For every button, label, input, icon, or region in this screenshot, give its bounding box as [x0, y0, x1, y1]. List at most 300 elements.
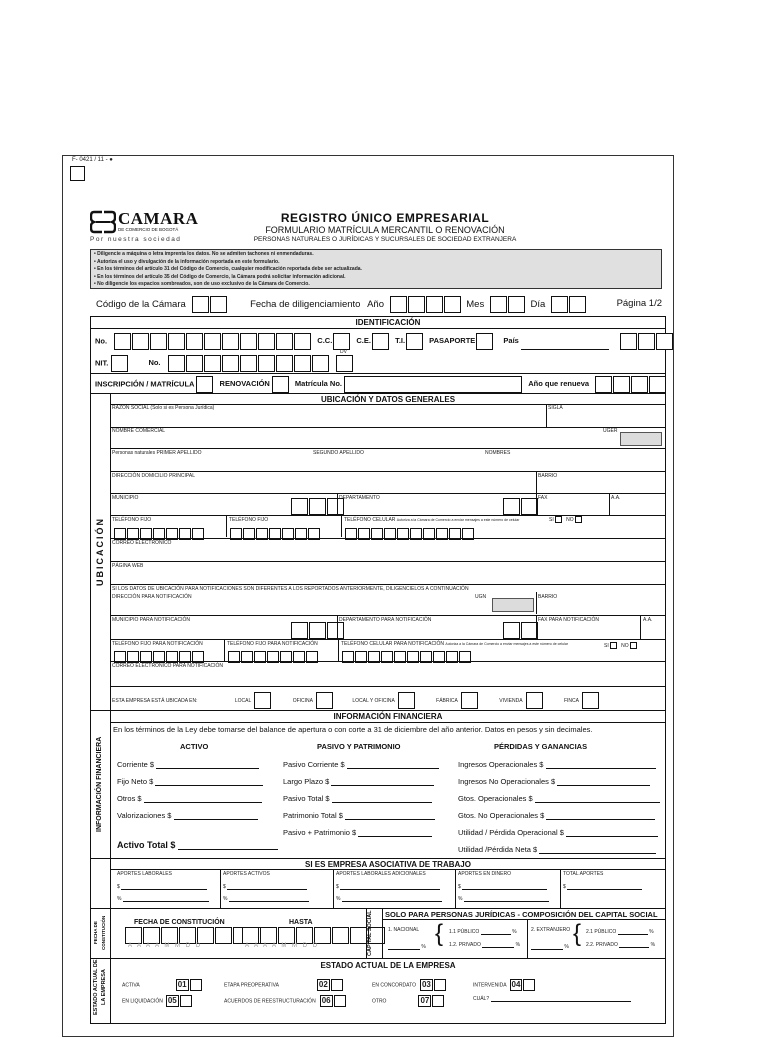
- aportes-laborales-label: APORTES LABORALES: [117, 871, 172, 877]
- divider: [110, 686, 666, 687]
- ubicada-row: [112, 692, 662, 709]
- divider: [341, 515, 342, 537]
- renovacion-checkbox[interactable]: [272, 376, 289, 393]
- financiera-side-label: INFORMACIÓN FINANCIERA: [96, 736, 103, 832]
- pct-sign: %: [458, 896, 463, 902]
- fecha-box[interactable]: [143, 927, 160, 944]
- meta-row: [96, 296, 666, 314]
- si-notif-checkbox[interactable]: [610, 642, 617, 649]
- utilidad-neta-row: [458, 845, 656, 854]
- valorizaciones-row: [117, 811, 258, 820]
- preoperativa-row: [224, 979, 343, 991]
- dv-label: DV: [340, 349, 347, 355]
- instruction-2: • Autoriza el uso y divulgación de la información reportada en este formulario.: [94, 258, 280, 265]
- divider: [110, 538, 666, 539]
- anio-renueva-box[interactable]: [613, 376, 630, 393]
- activa-code: 01: [177, 980, 187, 989]
- dir-notif-label: DIRECCIÓN PARA NOTIFICACIÓN: [112, 594, 192, 600]
- nit-digit-box[interactable]: [258, 355, 275, 372]
- pasivo-total-label: Pasivo Total $: [283, 794, 330, 803]
- oficina-checkbox[interactable]: [316, 692, 333, 709]
- pais-code-box[interactable]: [656, 333, 673, 350]
- fabrica-checkbox[interactable]: [461, 692, 478, 709]
- perdidas-heading: PÉRDIDAS Y GANANCIAS: [494, 742, 588, 751]
- pasaporte-label: PASAPORTE: [429, 336, 476, 346]
- si-no-notif-row: [604, 642, 637, 649]
- form-title: REGISTRO ÚNICO EMPRESARIAL: [280, 211, 490, 225]
- pagina-label: Página 1/2: [616, 298, 662, 309]
- aportes-activos-label: APORTES ACTIVOS: [223, 871, 270, 877]
- privado1-value[interactable]: [482, 942, 514, 948]
- nacional-brace: {: [435, 920, 444, 947]
- aport-dinero-value[interactable]: [462, 884, 547, 890]
- mun-notif-code: [290, 622, 344, 640]
- mes-label: Mes: [466, 299, 485, 311]
- nit-digit-box[interactable]: [204, 355, 221, 372]
- dv-box[interactable]: [336, 355, 353, 372]
- anio-box-2[interactable]: [408, 296, 425, 313]
- municipio-code-box[interactable]: [309, 498, 326, 515]
- reestructuracion-row: [224, 995, 346, 1007]
- mun-notif-code-box[interactable]: [309, 622, 326, 639]
- nit-digit-box[interactable]: [294, 355, 311, 372]
- local-oficina-checkbox[interactable]: [398, 692, 415, 709]
- tel-cel-notif-label: [341, 641, 568, 647]
- divider: [90, 908, 666, 909]
- dia-box-2[interactable]: [569, 296, 586, 313]
- gtos-op-label: Gtos. Operacionales $: [458, 794, 533, 803]
- mes-box-1[interactable]: [490, 296, 507, 313]
- id-digit-box[interactable]: [276, 333, 293, 350]
- ing-no-op-row: [458, 777, 650, 786]
- tel-cel-notif-text: TELÉFONO CELULAR PARA NOTIFICACIÓN: [341, 641, 444, 647]
- codigo-camara-box-1[interactable]: [192, 296, 209, 313]
- uger-box: [620, 432, 662, 446]
- intervenida-label: INTERVENIDA: [473, 982, 507, 989]
- anio-renueva-box[interactable]: [631, 376, 648, 393]
- id-digit-box[interactable]: [168, 333, 185, 350]
- ugn-label: UGN: [475, 594, 487, 600]
- ing-op-field[interactable]: [546, 760, 656, 769]
- pct-sign: %: [223, 896, 228, 902]
- tel-fijo-label: TELÉFONO FIJO: [112, 517, 152, 523]
- hasta-box[interactable]: [296, 927, 313, 944]
- divider: [338, 639, 339, 661]
- total-aportes-label: TOTAL APORTES: [563, 871, 604, 877]
- divider: [90, 328, 666, 329]
- patrimonio-total-label: Patrimonio Total $: [283, 811, 343, 820]
- divider: [110, 493, 666, 494]
- dia-label: Día: [530, 299, 546, 311]
- corriente-field[interactable]: [156, 760, 259, 769]
- hasta-box[interactable]: [332, 927, 349, 944]
- primer-apellido-label: Personas naturales PRIMER APELLIDO: [112, 450, 202, 456]
- hasta-label: HASTA: [289, 919, 313, 926]
- aport-peso-3: [336, 884, 440, 890]
- fecha-box[interactable]: [215, 927, 232, 944]
- instruction-5: • No diligencie los espacios sombreados, son de uso exclusivo de la Cámara de Comercio.: [94, 281, 310, 287]
- cual-label: CUÁL?: [473, 996, 490, 1002]
- fax-label: FAX: [538, 495, 548, 501]
- codigo-camara-label: Código de la Cámara: [96, 299, 186, 311]
- liquidacion-code: 05: [167, 996, 177, 1005]
- aport-pct-2: [223, 896, 309, 902]
- divider: [527, 919, 528, 958]
- valorizaciones-label: Valorizaciones $: [117, 811, 172, 820]
- local-oficina-label: LOCAL Y OFICINA: [352, 697, 395, 704]
- id-digit-box[interactable]: [132, 333, 149, 350]
- asociativa-title: SI ES EMPRESA ASOCIATIVA DE TRABAJO: [305, 860, 471, 869]
- reestructuracion-checkbox[interactable]: [334, 995, 346, 1007]
- concordato-row: [372, 979, 446, 991]
- no-label: NO: [566, 516, 574, 523]
- form-code: F- 0421 / 11 - ●: [72, 157, 113, 163]
- patrimonio-total-field[interactable]: [345, 811, 435, 820]
- ce-checkbox[interactable]: [372, 333, 389, 350]
- si-label: SI: [549, 516, 554, 523]
- no-checkbox[interactable]: [575, 516, 582, 523]
- total-aportes-value[interactable]: [567, 884, 642, 890]
- pasivo-corriente-field[interactable]: [347, 760, 439, 769]
- nacional-value[interactable]: [388, 944, 420, 950]
- largo-plazo-field[interactable]: [331, 777, 434, 786]
- activo-total-field[interactable]: [178, 840, 278, 850]
- anio-box-4[interactable]: [444, 296, 461, 313]
- hasta-box[interactable]: [242, 927, 259, 944]
- ing-no-op-field[interactable]: [557, 777, 650, 786]
- utilidad-op-field[interactable]: [566, 828, 658, 837]
- corriente-label: Corriente $: [117, 760, 155, 769]
- aportes-adicionales-label: APORTES LABORALES ADICIONALES: [336, 871, 426, 877]
- logo-name: CAMARA: [118, 209, 199, 228]
- privado2-row: 2.2. PRIVADO %: [586, 942, 656, 948]
- local-checkbox[interactable]: [254, 692, 271, 709]
- valorizaciones-field[interactable]: [174, 811, 258, 820]
- fijo-field[interactable]: [155, 777, 263, 786]
- nit-checkbox[interactable]: [111, 355, 128, 372]
- divider: [110, 722, 666, 723]
- otro-label: OTRO: [372, 998, 387, 1005]
- ti-label: T.I.: [395, 336, 406, 346]
- aport-dinero-pct[interactable]: [464, 896, 549, 902]
- aport-peso-5: [563, 884, 642, 890]
- id-row-2: [95, 355, 660, 372]
- id-digit-box[interactable]: [294, 333, 311, 350]
- cc-label: C.C.: [317, 336, 333, 346]
- gtos-op-row: [458, 794, 660, 803]
- anio-renueva-box[interactable]: [595, 376, 612, 393]
- codigo-camara-box-2[interactable]: [210, 296, 227, 313]
- patrimonio-total-row: [283, 811, 435, 820]
- anio-renueva-label: Año que renueva: [528, 379, 590, 389]
- extranjero-brace: {: [573, 920, 582, 947]
- divider: [110, 471, 666, 472]
- aa-notif-label: A.A.: [643, 617, 653, 623]
- anio-renueva-box[interactable]: [649, 376, 666, 393]
- aport-activos-value[interactable]: [227, 884, 307, 890]
- depto-notif-label: DEPARTAMENTO PARA NOTIFICACIÓN: [339, 617, 432, 623]
- divider: [536, 615, 537, 639]
- fecha-box[interactable]: [161, 927, 178, 944]
- departamento-code: [502, 498, 538, 516]
- pagina-web-label: PÁGINA WEB: [112, 563, 144, 569]
- aport-laborales-pct[interactable]: [123, 896, 209, 902]
- instruction-1: • Diligencie a máquina o letra imprenta los datos. No se admiten tachones ni enmendaduras.: [94, 251, 314, 257]
- activo-total-row: [117, 840, 278, 850]
- divider: [90, 393, 666, 394]
- otro-checkbox[interactable]: [432, 995, 444, 1007]
- pct-sign: %: [117, 896, 122, 902]
- preoperativa-code: 02: [318, 980, 328, 989]
- extranjero-value[interactable]: [531, 944, 563, 950]
- liquidacion-row: [122, 995, 192, 1007]
- publico2-label: 2.1 PÚBLICO: [586, 929, 617, 935]
- form-subtitle-2: PERSONAS NATURALES O JURÍDICAS Y SUCURSALES DE SOCIEDAD EXTRANJERA: [253, 236, 517, 243]
- local-label: LOCAL: [234, 697, 252, 704]
- id-digit-box[interactable]: [204, 333, 221, 350]
- tel-fijo-notif-2-boxes: [227, 648, 318, 666]
- mun-notif-code-box[interactable]: [291, 622, 308, 639]
- id-digit-box[interactable]: [186, 333, 203, 350]
- divider: [333, 869, 334, 908]
- inscripcion-checkbox[interactable]: [196, 376, 213, 393]
- publico2-row: 2.1 PÚBLICO %: [586, 929, 654, 935]
- divider: [110, 584, 666, 585]
- cc-checkbox[interactable]: [333, 333, 350, 350]
- hasta-format-hint: A A A A M M D D: [245, 943, 320, 949]
- reestructuracion-label: ACUERDOS DE REESTRUCTURACIÓN: [224, 998, 316, 1005]
- aport-laborales-value[interactable]: [121, 884, 207, 890]
- tel-fijo-2-label: TELÉFONO FIJO: [229, 517, 269, 523]
- divider: [110, 515, 666, 516]
- si-checkbox[interactable]: [555, 516, 562, 523]
- matricula-no-field[interactable]: [344, 376, 522, 393]
- instructions-box: [90, 249, 662, 289]
- peso-sign: $: [563, 884, 566, 890]
- dia-box-1[interactable]: [551, 296, 568, 313]
- pasivo-corriente-label: Pasivo Corriente $: [283, 760, 345, 769]
- extranjero-label: 2. EXTRANJERO: [531, 927, 571, 933]
- aport-peso-4: [458, 884, 547, 890]
- aport-activos-pct[interactable]: [229, 896, 309, 902]
- divider: [110, 908, 111, 958]
- fecha-label: Fecha de diligenciamiento: [250, 299, 361, 311]
- fijo-label: Fijo Neto $: [117, 777, 154, 786]
- concordato-checkbox[interactable]: [434, 979, 446, 991]
- ing-no-op-label: Ingresos No Operacionales $: [458, 777, 556, 786]
- privado1-row: 1.2. PRIVADO %: [449, 942, 521, 948]
- pais-field[interactable]: [521, 339, 609, 350]
- aport-adicionales-value[interactable]: [340, 884, 440, 890]
- finca-label: FINCA: [563, 697, 579, 704]
- nombre-comercial-label: NOMBRE COMERCIAL: [112, 428, 166, 434]
- fecha-box[interactable]: [179, 927, 196, 944]
- instruction-3: • En los términos del artículo 31 del Código de Comercio, cualquier modificación reportada debe ser actualizada.: [94, 266, 362, 272]
- tel-fijo-notif-2-label: TELÉFONO FIJO PARA NOTIFICACIÓN: [227, 641, 318, 647]
- divider: [90, 858, 666, 859]
- id-row-3: [95, 376, 660, 393]
- cual-field[interactable]: [491, 995, 631, 1002]
- renovacion-label: RENOVACIÓN: [219, 379, 270, 389]
- fijo-row: [117, 777, 263, 786]
- otros-field[interactable]: [144, 794, 262, 803]
- intervenida-checkbox[interactable]: [523, 979, 535, 991]
- finca-checkbox[interactable]: [582, 692, 599, 709]
- divider: [110, 427, 666, 428]
- otro-code: 07: [420, 996, 430, 1005]
- publico1-label: 1.1 PÚBLICO: [449, 929, 480, 935]
- utilidad-op-row: [458, 828, 658, 837]
- divider: [110, 561, 666, 562]
- utilidad-neta-field[interactable]: [539, 845, 656, 854]
- gtos-no-op-row: [458, 811, 655, 820]
- fax-notif-label: FAX PARA NOTIFICACIÓN: [538, 617, 600, 623]
- anio-box-1[interactable]: [390, 296, 407, 313]
- pais-code-box[interactable]: [620, 333, 637, 350]
- largo-plazo-row: [283, 777, 434, 786]
- sigla-label: SIGLA: [548, 405, 563, 411]
- divider: [455, 869, 456, 908]
- concordato-label: EN CONCORDATO: [372, 982, 416, 989]
- tel-celular-boxes: [344, 525, 474, 543]
- privado2-value[interactable]: [619, 942, 649, 948]
- extranjero-field: %: [531, 944, 569, 950]
- nit-digit-box[interactable]: [276, 355, 293, 372]
- divider: [226, 515, 227, 537]
- departamento-code-box[interactable]: [503, 498, 520, 515]
- nit-label: NIT.: [95, 358, 109, 368]
- hasta-box[interactable]: [260, 927, 277, 944]
- pasivo-patrimonio-field[interactable]: [358, 828, 432, 837]
- divider: [640, 615, 641, 639]
- no-notif-label: NO: [621, 642, 629, 649]
- cual-row: [473, 995, 631, 1002]
- pasivo-total-field[interactable]: [332, 794, 432, 803]
- tel-fijo-notif-label: TELÉFONO FIJO PARA NOTIFICACIÓN: [112, 641, 203, 647]
- ccb-logo-icon: [90, 210, 116, 234]
- aport-peso-2: [223, 884, 307, 890]
- municipio-code-box[interactable]: [291, 498, 308, 515]
- nit-digit-box[interactable]: [222, 355, 239, 372]
- divider: [337, 615, 338, 639]
- concordato-code: 03: [421, 980, 431, 989]
- privado2-label: 2.2. PRIVADO: [586, 942, 618, 948]
- depto-notif-code-box[interactable]: [503, 622, 520, 639]
- ugn-box: [492, 598, 534, 612]
- peso-sign: $: [458, 884, 461, 890]
- vivienda-checkbox[interactable]: [526, 692, 543, 709]
- hasta-box[interactable]: [350, 927, 367, 944]
- divider: [382, 919, 666, 920]
- fabrica-label: FÁBRICA: [436, 697, 458, 704]
- hasta-box[interactable]: [314, 927, 331, 944]
- id-digit-box[interactable]: [222, 333, 239, 350]
- pasivo-patrimonio-row: [283, 828, 432, 837]
- largo-plazo-label: Largo Plazo $: [283, 777, 330, 786]
- peso-sign: $: [223, 884, 226, 890]
- capital-title: SOLO PARA PERSONAS JURÍDICAS - COMPOSICIÓN DEL CAPITAL SOCIAL: [385, 910, 658, 919]
- tel-celular-label: [344, 517, 519, 523]
- divider: [536, 471, 537, 493]
- nit-digit-box[interactable]: [240, 355, 257, 372]
- logo-tagline: Por nuestra sociedad: [90, 236, 182, 243]
- no-label: No.: [95, 336, 108, 346]
- si-no-row: [549, 516, 582, 523]
- anio-box-3[interactable]: [426, 296, 443, 313]
- aport-pct-4: [458, 896, 549, 902]
- estado-side-label: ESTADO ACTUAL DE LA EMPRESA: [93, 959, 107, 1015]
- divider: [110, 869, 666, 870]
- depto-notif-code: [502, 622, 538, 640]
- ce-label: C.E.: [356, 336, 371, 346]
- id-digit-box[interactable]: [258, 333, 275, 350]
- departamento-label: DEPARTAMENTO: [339, 495, 380, 501]
- activa-checkbox[interactable]: [190, 979, 202, 991]
- reestructuracion-code: 06: [321, 996, 331, 1005]
- divider: [337, 493, 338, 515]
- peso-sign: $: [336, 884, 339, 890]
- gtos-op-field[interactable]: [535, 794, 660, 803]
- fecha-box[interactable]: [197, 927, 214, 944]
- divider: [90, 373, 666, 374]
- nit-digit-box[interactable]: [312, 355, 329, 372]
- hasta-box[interactable]: [278, 927, 295, 944]
- aport-adicionales-pct[interactable]: [342, 896, 442, 902]
- publico1-value[interactable]: [481, 929, 511, 935]
- id-digit-box[interactable]: [114, 333, 131, 350]
- nit-digit-box[interactable]: [186, 355, 203, 372]
- pasivo-heading: PASIVO Y PATRIMONIO: [317, 742, 401, 751]
- intervenida-code: 04: [511, 980, 521, 989]
- corner-checkbox[interactable]: [70, 166, 85, 181]
- activa-row: [122, 979, 202, 991]
- liquidacion-checkbox[interactable]: [180, 995, 192, 1007]
- mes-box-2[interactable]: [508, 296, 525, 313]
- uger-label: UGER: [603, 428, 618, 434]
- divider: [536, 592, 537, 614]
- pasaporte-checkbox[interactable]: [476, 333, 493, 350]
- razon-social-label: RAZÓN SOCIAL (Solo si es Persona Jurídica): [112, 405, 215, 411]
- constitucion-side-label: FECHA DE CONSTITUCIÓN: [93, 915, 106, 951]
- otros-label: Otros $: [117, 794, 142, 803]
- utilidad-op-label: Utilidad / Pérdida Operacional $: [458, 828, 564, 837]
- id-row-1: [95, 333, 660, 350]
- publico2-value[interactable]: [618, 929, 648, 935]
- financiera-intro: En los términos de la Ley debe tomarse del balance de apertura o con corte a 31 de diciembre del año anterior. Datos en pesos y sin decimales.: [113, 725, 593, 734]
- activo-total-label: Activo Total $: [117, 840, 176, 850]
- divider: [90, 710, 666, 711]
- nit-digit-box[interactable]: [168, 355, 185, 372]
- pais-code-box[interactable]: [638, 333, 655, 350]
- divider: [110, 710, 111, 858]
- gtos-no-op-field[interactable]: [546, 811, 655, 820]
- mun-notif-label: MUNICIPIO PARA NOTIFICACIÓN: [112, 617, 190, 623]
- id-digit-box[interactable]: [240, 333, 257, 350]
- aport-pct-1: [117, 896, 209, 902]
- ti-checkbox[interactable]: [406, 333, 423, 350]
- pasivo-total-row: [283, 794, 432, 803]
- preoperativa-checkbox[interactable]: [331, 979, 343, 991]
- id-digit-box[interactable]: [150, 333, 167, 350]
- fecha-box[interactable]: [125, 927, 142, 944]
- form-subtitle: FORMULARIO MATRÍCULA MERCANTIL O RENOVACIÓN: [265, 225, 505, 235]
- divider: [224, 639, 225, 661]
- mun-notif-code-box[interactable]: [327, 622, 344, 639]
- fecha-constitucion-label: FECHA DE CONSTITUCIÓN: [134, 919, 225, 926]
- ubicacion-title: UBICACIÓN Y DATOS GENERALES: [320, 395, 456, 404]
- no-notif-checkbox[interactable]: [630, 642, 637, 649]
- pct-sign: %: [336, 896, 341, 902]
